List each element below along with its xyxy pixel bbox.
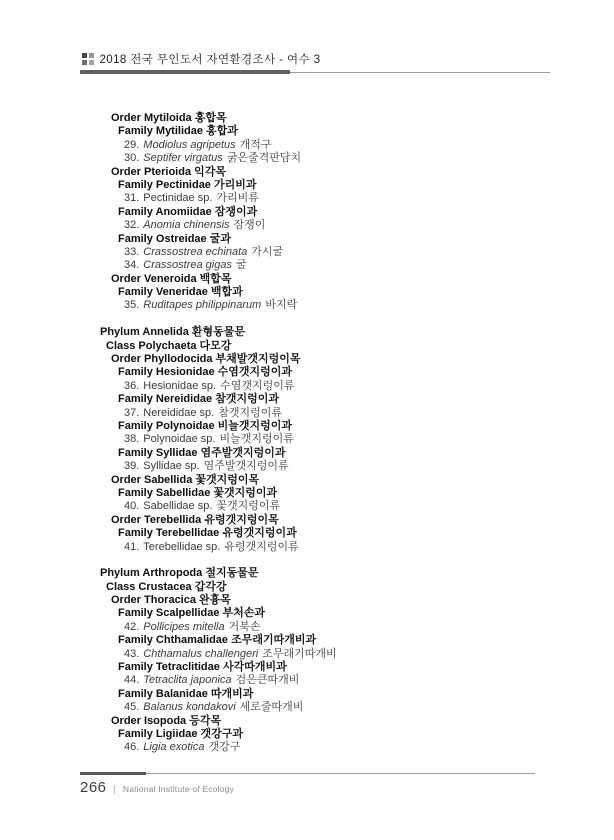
page-header	[82, 52, 320, 66]
taxonomy-list	[0, 112, 614, 755]
species-number: 36.	[124, 379, 140, 392]
order-heading-line	[0, 112, 614, 125]
species-scientific-name: Crassostrea gigas	[143, 259, 232, 272]
footer-separator-icon: |	[113, 784, 116, 794]
species-line	[0, 407, 614, 420]
species-common-name: 개적구	[239, 138, 272, 151]
order-heading-line	[0, 166, 614, 179]
species-scientific-name: Pectinidae sp.	[143, 192, 213, 205]
taxon-text: Family Balanidae 따개비과	[118, 687, 254, 700]
phylum-heading-line	[0, 567, 614, 580]
species-common-name: 수염갯지렁이류	[220, 379, 295, 392]
species-number: 35.	[124, 299, 140, 312]
species-common-name: 유령갯지렁이류	[224, 540, 299, 553]
species-line	[0, 741, 614, 754]
species-number: 40.	[124, 500, 140, 513]
species-number: 38.	[124, 433, 140, 446]
species-number: 43.	[124, 647, 140, 660]
species-common-name: 염주발갯지렁이류	[203, 460, 289, 473]
family-heading-line	[0, 607, 614, 620]
footer-rule	[80, 772, 535, 775]
family-heading-line	[0, 286, 614, 299]
taxon-text: Order Terebellida 유령갯지렁이목	[111, 513, 279, 526]
species-number: 37.	[124, 406, 140, 419]
institute-name: National Institute of Ecology	[122, 784, 235, 794]
taxon-text: Family Anomiidae 잠쟁이과	[118, 205, 258, 218]
species-common-name: 가리비류	[216, 192, 259, 205]
species-scientific-name: Nereididae sp.	[143, 406, 215, 419]
taxon-text: Family Terebellidae 유령갯지렁이과	[118, 527, 297, 540]
order-heading-line	[0, 353, 614, 366]
species-scientific-name: Crassostrea echinata	[143, 245, 248, 258]
dots-grid-icon	[82, 53, 94, 65]
family-heading-line	[0, 688, 614, 701]
species-scientific-name: Polynoidae sp.	[143, 433, 216, 446]
species-scientific-name: Modiolus agripetus	[143, 138, 236, 151]
taxon-text: Family Veneridae 백합과	[118, 286, 243, 299]
taxon-text: Family Pectinidae 가리비과	[118, 178, 257, 191]
species-common-name: 갯강구	[208, 741, 241, 754]
taxon-text: Family Nereididae 참갯지렁이과	[118, 393, 279, 406]
species-number: 41.	[124, 540, 140, 553]
species-common-name: 참갯지렁이류	[218, 406, 282, 419]
species-common-name: 조무래기따개비	[262, 647, 337, 660]
species-line	[0, 460, 614, 473]
species-common-name: 비늘갯지렁이류	[219, 433, 294, 446]
species-line	[0, 701, 614, 714]
family-heading-line	[0, 487, 614, 500]
species-number: 33.	[124, 245, 140, 258]
species-scientific-name: Hesionidae sp.	[143, 379, 217, 392]
family-heading-line	[0, 527, 614, 540]
taxon-text: Family Chthamalidae 조무래기따개비과	[118, 634, 317, 647]
species-scientific-name: Tetraclita japonica	[143, 674, 232, 687]
family-heading-line	[0, 420, 614, 433]
order-heading-line	[0, 474, 614, 487]
blank-line	[0, 313, 614, 326]
species-number: 46.	[124, 741, 140, 754]
family-heading-line	[0, 728, 614, 741]
taxon-text: Order Sabellida 꽃갯지렁이목	[111, 473, 260, 486]
family-heading-line	[0, 206, 614, 219]
report-title: 2018 전국 무인도서 자연환경조사 - 여수 3	[99, 54, 321, 66]
species-number: 45.	[124, 701, 140, 714]
species-common-name: 검은큰따개비	[235, 674, 300, 687]
species-common-name: 가시굴	[251, 245, 284, 258]
species-scientific-name: Septifer virgatus	[143, 152, 223, 165]
order-heading-line	[0, 273, 614, 286]
order-heading-line	[0, 594, 614, 607]
species-common-name: 굴	[235, 259, 247, 272]
species-number: 30.	[124, 152, 140, 165]
taxon-text: Family Sabellidae 꽃갯지렁이과	[118, 486, 278, 499]
species-common-name: 세로줄따개비	[239, 701, 304, 714]
class-heading-line	[0, 340, 614, 353]
species-scientific-name: Terebellidae sp.	[143, 540, 221, 553]
taxon-text: Order Phyllodocida 부채발갯지렁이목	[111, 353, 301, 366]
species-number: 29.	[124, 138, 140, 151]
taxon-text: Family Hesionidae 수염갯지렁이과	[118, 366, 293, 379]
species-number: 31.	[124, 192, 140, 205]
class-heading-line	[0, 581, 614, 594]
taxon-text: Family Scalpellidae 부처손과	[118, 607, 266, 620]
species-scientific-name: Chthamalus challengeri	[143, 647, 259, 660]
species-scientific-name: Sabellidae sp.	[143, 500, 213, 513]
taxon-text: Phylum Annelida 환형동물문	[100, 326, 246, 339]
species-line	[0, 299, 614, 312]
blank-line	[0, 554, 614, 567]
footer-rule-thick	[80, 772, 146, 775]
family-heading-line	[0, 366, 614, 379]
species-common-name: 바지락	[265, 299, 298, 312]
species-line	[0, 246, 614, 259]
order-heading-line	[0, 514, 614, 527]
species-common-name: 거북손	[228, 620, 261, 633]
order-heading-line	[0, 715, 614, 728]
species-line	[0, 219, 614, 232]
taxon-text: Family Mytilidae 홍합과	[118, 125, 238, 138]
species-line	[0, 380, 614, 393]
taxon-text: Order Thoracica 완흉목	[111, 594, 231, 607]
family-heading-line	[0, 179, 614, 192]
species-scientific-name: Balanus kondakovi	[143, 701, 236, 714]
taxon-text: Order Mytiloida 홍합목	[111, 112, 227, 124]
species-scientific-name: Syllidae sp.	[143, 460, 200, 473]
taxon-text: Family Syllidae 염주발갯지렁이과	[118, 446, 286, 459]
taxon-text: Order Veneroida 백합목	[111, 272, 232, 285]
species-line	[0, 152, 614, 165]
family-heading-line	[0, 447, 614, 460]
species-number: 34.	[124, 259, 140, 272]
species-line	[0, 648, 614, 661]
page-number: 266	[80, 779, 107, 796]
taxon-text: Order Isopoda 등각목	[111, 714, 222, 727]
species-common-name: 꽃갯지렁이류	[216, 500, 281, 513]
header-rule	[80, 70, 550, 74]
family-heading-line	[0, 661, 614, 674]
species-line	[0, 541, 614, 554]
species-scientific-name: Pollicipes mitella	[143, 620, 225, 633]
species-common-name: 잠쟁이	[233, 219, 266, 232]
species-line	[0, 621, 614, 634]
footer-rule-thin	[80, 773, 535, 774]
family-heading-line	[0, 393, 614, 406]
taxon-text: Class Crustacea 갑각강	[106, 580, 227, 593]
taxon-text: Phylum Arthropoda 절지동물문	[100, 567, 259, 580]
page-footer	[80, 779, 234, 796]
phylum-heading-line	[0, 326, 614, 339]
family-heading-line	[0, 233, 614, 246]
family-heading-line	[0, 125, 614, 138]
taxon-text: Order Pterioida 익각목	[111, 165, 227, 178]
species-number: 32.	[124, 219, 140, 232]
species-line	[0, 500, 614, 513]
species-scientific-name: Ruditapes philippinarum	[143, 299, 262, 312]
species-line	[0, 139, 614, 152]
header-rule-thick	[80, 70, 290, 74]
taxon-text: Family Polynoidae 비늘갯지렁이과	[118, 419, 293, 432]
species-number: 42.	[124, 620, 140, 633]
species-common-name: 굵은줄격판담치	[226, 152, 302, 165]
taxon-text: Family Ostreidae 굴과	[118, 232, 231, 245]
species-line	[0, 433, 614, 446]
species-number: 39.	[124, 460, 140, 473]
species-line	[0, 192, 614, 205]
taxon-text: Family Tetraclitidae 사각따개비과	[118, 661, 287, 674]
species-scientific-name: Ligia exotica	[143, 741, 205, 754]
species-line	[0, 674, 614, 687]
species-line	[0, 259, 614, 272]
species-scientific-name: Anomia chinensis	[143, 219, 230, 232]
family-heading-line	[0, 634, 614, 647]
species-number: 44.	[124, 674, 140, 687]
taxon-text: Family Ligiidae 갯강구과	[118, 727, 244, 740]
taxon-text: Class Polychaeta 다모강	[106, 339, 232, 352]
